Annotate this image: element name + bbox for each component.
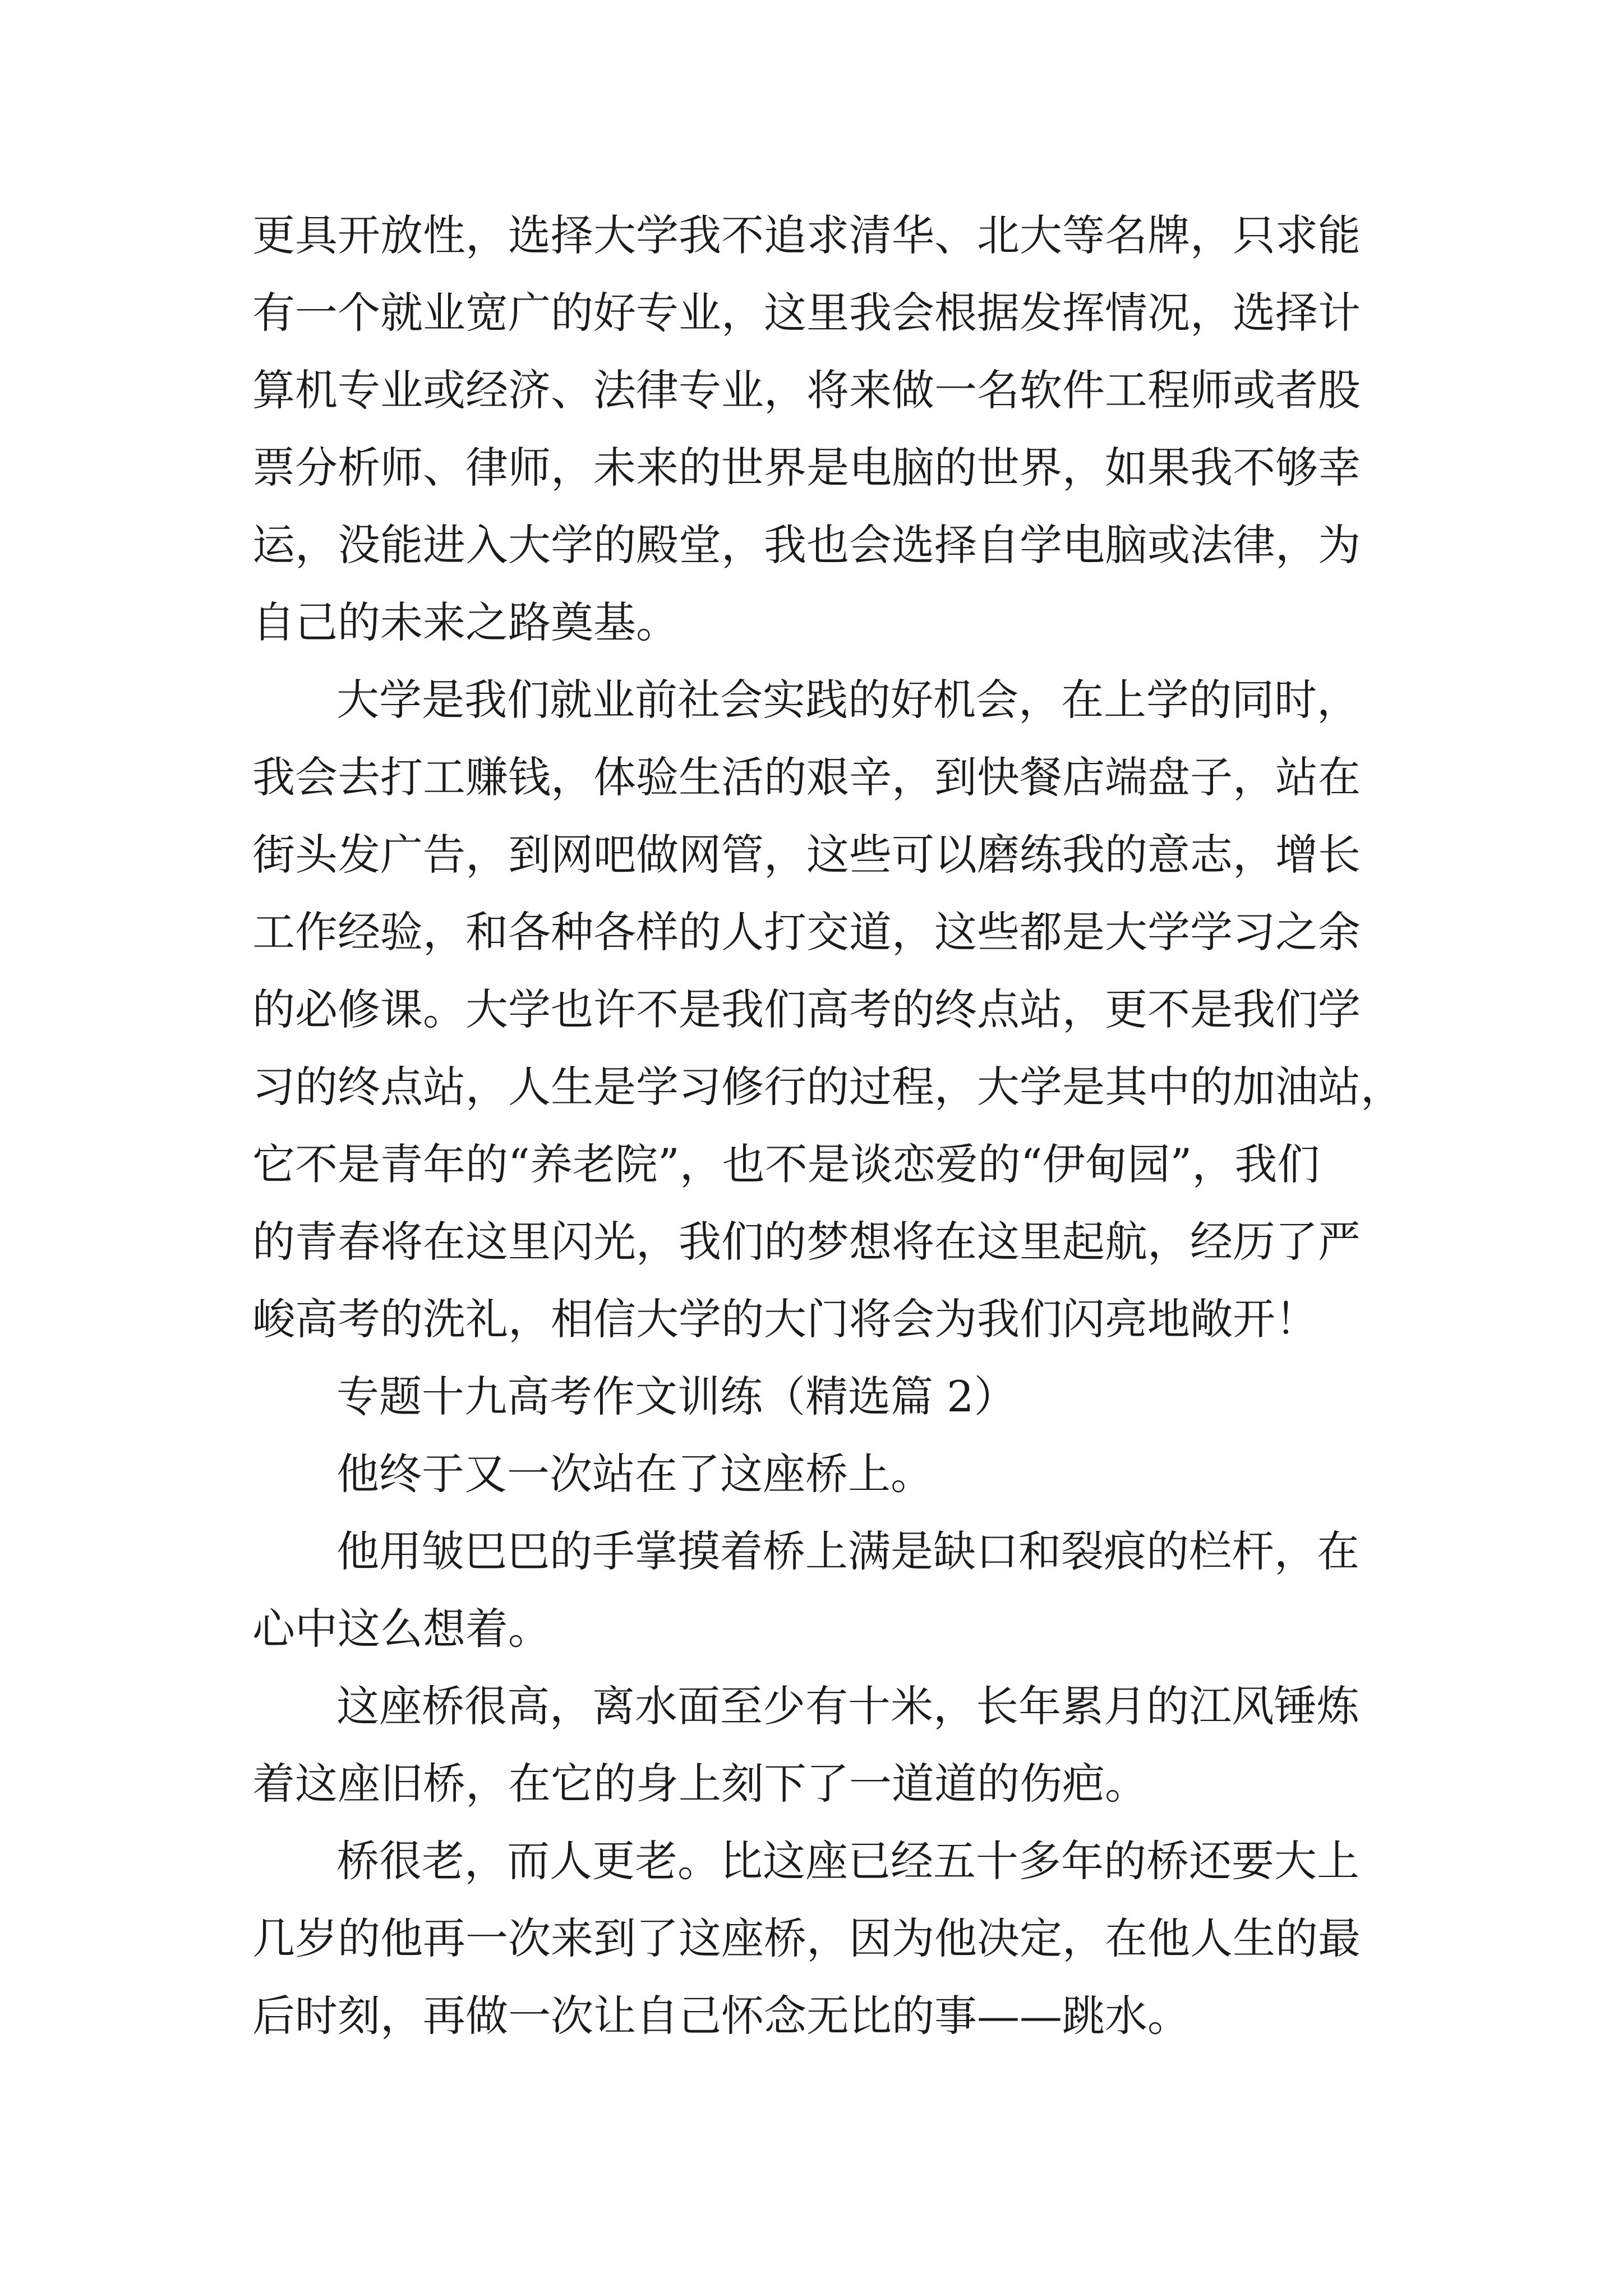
section-heading: 专题十九高考作文训练（精选篇 2）	[336, 1372, 1017, 1421]
text-line: 几岁的他再一次来到了这座桥，因为他决定，在他人生的最	[252, 1913, 1361, 1963]
text-line: 心中这么想着。	[252, 1604, 551, 1654]
text-line: 后时刻，再做一次让自己怀念无比的事——跳水。	[252, 1991, 1190, 2041]
text-line: 的青春将在这里闪光，我们的梦想将在这里起航，经历了严	[252, 1217, 1361, 1267]
text-line: 的必修课。大学也许不是我们高考的终点站，更不是我们学	[252, 984, 1361, 1034]
text-line: 我会去打工赚钱，体验生活的艰辛，到快餐店端盘子，站在	[252, 752, 1361, 802]
text-line: 票分析师、律师，未来的世界是电脑的世界，如果我不够幸	[252, 443, 1361, 493]
text-line: 他终于又一次站在了这座桥上。	[336, 1449, 933, 1499]
text-line: 有一个就业宽广的好专业，这里我会根据发挥情况，选择计	[252, 288, 1361, 338]
text-line: 街头发广告，到网吧做网管，这些可以磨练我的意志，增长	[252, 830, 1361, 880]
text-line: 大学是我们就业前社会实践的好机会，在上学的同时，	[336, 675, 1359, 725]
text-line: 算机专业或经济、法律专业，将来做一名软件工程师或者股	[252, 365, 1361, 415]
text-line: 习的终点站，人生是学习修行的过程，大学是其中的加油站，	[252, 1062, 1403, 1112]
text-line: 它不是青年的“养老院”，也不是谈恋爱的“伊甸园”，我们	[252, 1139, 1320, 1189]
text-line: 更具开放性，选择大学我不追求清华、北大等名牌，只求能	[252, 210, 1361, 260]
text-line: 自己的未来之路奠基。	[252, 597, 679, 647]
text-line: 运，没能进入大学的殿堂，我也会选择自学电脑或法律，为	[252, 520, 1361, 570]
text-line: 他用皱巴巴的手掌摸着桥上满是缺口和裂痕的栏杆，在	[336, 1526, 1359, 1576]
text-line: 这座桥很高，离水面至少有十米，长年累月的江风锤炼	[336, 1681, 1359, 1731]
text-line: 工作经验，和各种各样的人打交道，这些都是大学学习之余	[252, 907, 1361, 957]
text-line: 着这座旧桥，在它的身上刻下了一道道的伤疤。	[252, 1759, 1147, 1809]
text-line: 峻高考的洗礼，相信大学的大门将会为我们闪亮地敞开！	[252, 1294, 1318, 1344]
text-line: 桥很老，而人更老。比这座已经五十多年的桥还要大上	[336, 1836, 1359, 1886]
